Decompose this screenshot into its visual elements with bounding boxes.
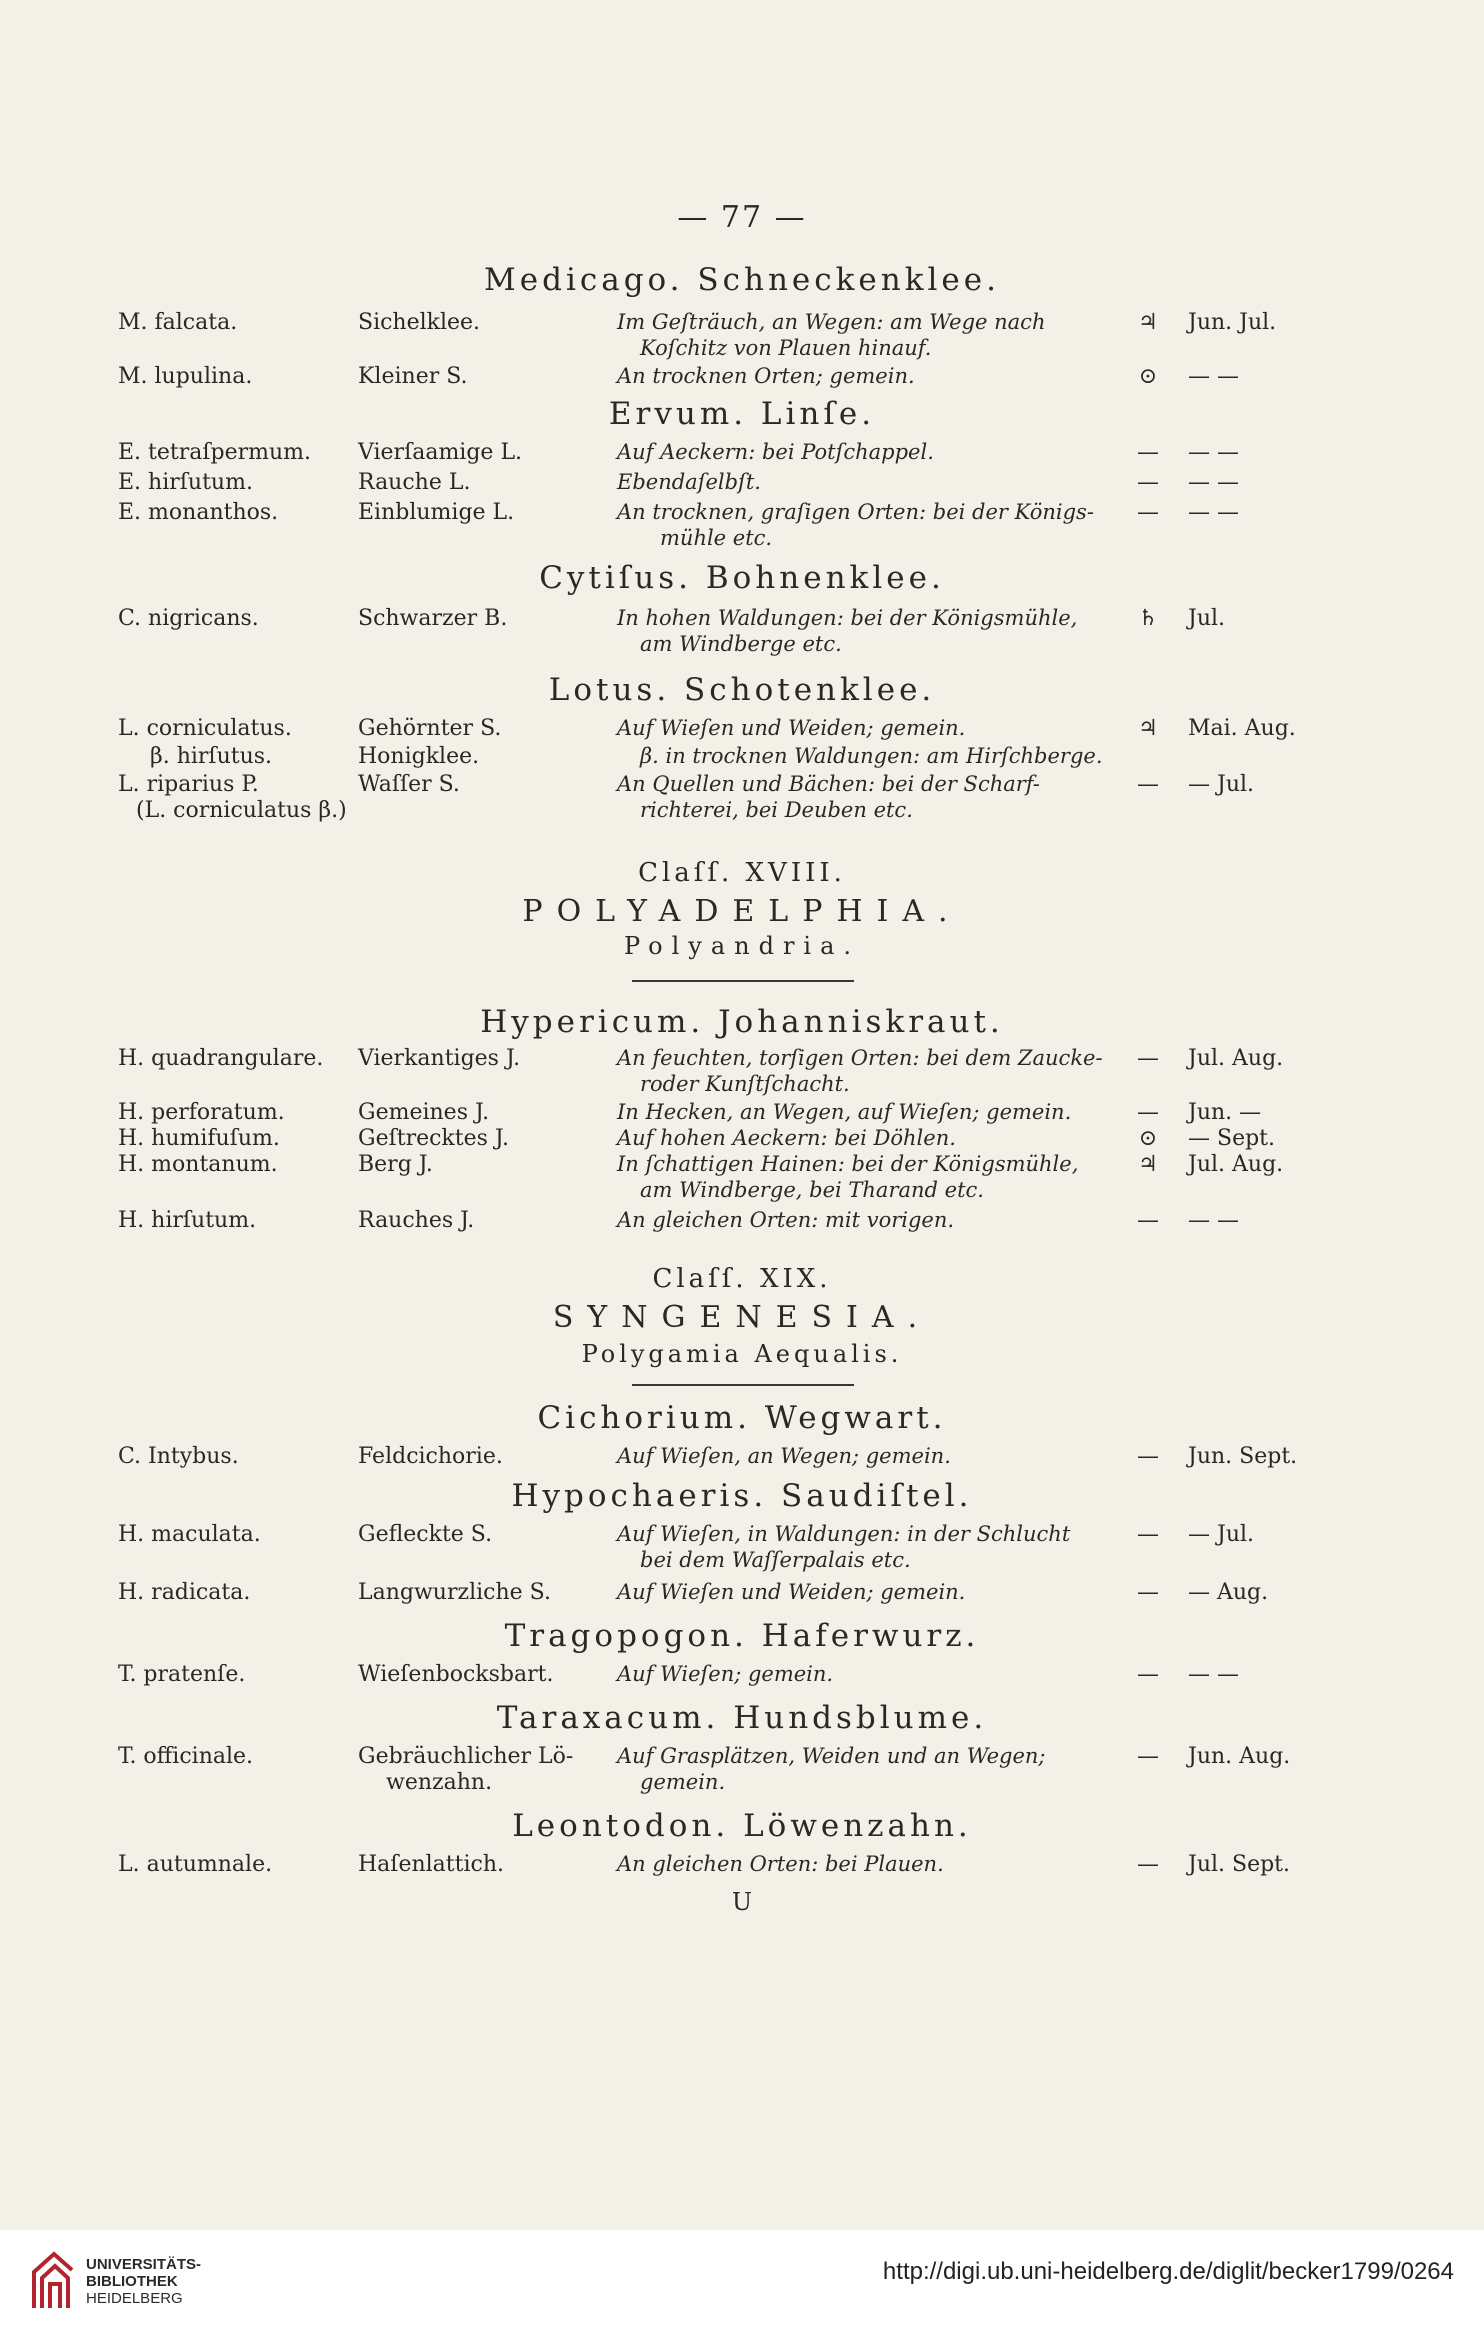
signature-mark: U xyxy=(731,1888,753,1916)
genus-heading-medicago: Medicago. Schneckenklee. xyxy=(484,262,1000,298)
order-title-polyandria: Polyandria. xyxy=(623,932,861,960)
species-row: H. perforatum. Gemeines J. In Hecken, an Wegen, auf Wieſen; gemein. — Jun. — xyxy=(118,1100,1262,1125)
species-row: H. montanum. Berg J. In ſchattigen Hainen: bei der Königsmühle, ♃ Jul. Aug. xyxy=(118,1152,1284,1177)
class-title-polyadelphia: POLYADELPHIA. xyxy=(522,894,962,929)
annual-symbol: ⊙ xyxy=(1138,364,1158,389)
species-row: T. officinale. Gebräuchlicher Lö- Auf Grasplätzen, Weiden und an Wegen; — Jun. Aug. xyxy=(118,1744,1291,1769)
page-number: — 77 — xyxy=(677,200,807,235)
species-row: C. nigricans. Schwarzer B. In hohen Waldungen: bei der Königsmühle, ♄ Jul. xyxy=(118,606,1226,631)
species-row: H. maculata. Gefleckte S. Auf Wieſen, in Waldungen: in der Schlucht — — Jul. xyxy=(118,1522,1255,1547)
species-row-continued: Koſchitz von Plauen hinauf. xyxy=(640,336,932,360)
species-row: M. lupulina. Kleiner S. An trocknen Orten; gemein. ⊙ — — xyxy=(118,364,1239,389)
library-logo-icon xyxy=(28,2250,78,2312)
species-row: C. Intybus. Feldcichorie. Auf Wieſen, an Wegen; gemein. — Jun. Sept. xyxy=(118,1444,1298,1469)
genus-heading-hypericum: Hypericum. Johanniskraut. xyxy=(480,1004,1004,1040)
perennial-symbol: ♃ xyxy=(1138,310,1158,335)
library-name: UNIVERSITÄTS- BIBLIOTHEK HEIDELBERG xyxy=(86,2256,202,2307)
genus-heading-leontodon: Leontodon. Löwenzahn. xyxy=(512,1808,972,1844)
species-row: β. hirſutus. Honigklee. β. in trocknen Waldungen: am Hirſchberge. xyxy=(150,744,1103,769)
species-row: M. falcata. Sichelklee. Im Geſträuch, an Wegen: am Wege nach ♃ Jun. Jul. xyxy=(118,310,1277,335)
divider-rule xyxy=(632,1384,854,1386)
genus-heading-tragopogon: Tragopogon. Haferwurz. xyxy=(504,1618,980,1654)
species-row-continued: am Windberge, bei Tharand etc. xyxy=(640,1178,984,1202)
species-row-continued: am Windberge etc. xyxy=(640,632,842,656)
species-row: L. riparius P. Waſſer S. An Quellen und Bächen: bei der Scharf- — — Jul. xyxy=(118,772,1255,797)
species-row: T. pratenſe. Wieſenbocksbart. Auf Wieſen; gemein. — — — xyxy=(118,1662,1239,1687)
class-title-syngenesia: SYNGENESIA. xyxy=(552,1300,932,1335)
species-row: E. monanthos. Einblumige L. An trocknen, graſigen Orten: bei der Königs- — — — xyxy=(118,500,1239,525)
species-row-continued: bei dem Waſſerpalais etc. xyxy=(640,1548,911,1572)
viewer-footer xyxy=(0,2230,1484,2332)
genus-heading-cichorium: Cichorium. Wegwart. xyxy=(537,1400,947,1436)
genus-heading-lotus: Lotus. Schotenklee. xyxy=(548,672,936,708)
species-row-continued: mühle etc. xyxy=(660,526,773,550)
divider-rule xyxy=(632,980,854,982)
species-row-continued: (L. corniculatus β.) richterei, bei Deuben etc. xyxy=(136,798,913,823)
genus-heading-hypochaeris: Hypochaeris. Saudiſtel. xyxy=(511,1478,973,1514)
species-row-continued: roder Kunſtſchacht. xyxy=(640,1072,850,1096)
class-heading-19: Claſſ. XIX. xyxy=(652,1264,832,1294)
shrub-symbol: ♄ xyxy=(1138,606,1158,631)
class-heading-18: Claſſ. XVIII. xyxy=(638,858,846,888)
order-title-polygamia: Polygamia Aequalis. xyxy=(581,1340,903,1368)
species-row: E. hirſutum. Rauche L. Ebendaſelbſt. — — — xyxy=(118,470,1239,495)
species-row: L. corniculatus. Gehörnter S. Auf Wieſen und Weiden; gemein. ♃ Mai. Aug. xyxy=(118,716,1296,741)
species-row: E. tetraſpermum. Vierſaamige L. Auf Aeckern: bei Potſchappel. — — — xyxy=(118,440,1239,465)
species-row: H. hirſutum. Rauches J. An gleichen Orten: mit vorigen. — — — xyxy=(118,1208,1239,1233)
genus-heading-cytisus: Cytiſus. Bohnenklee. xyxy=(539,560,945,596)
species-row: H. quadrangulare. Vierkantiges J. An feuchten, torſigen Orten: bei dem Zaucke- — Jul. Aug. xyxy=(118,1046,1284,1071)
species-row-continued: wenzahn. gemein. xyxy=(386,1770,726,1795)
source-url-link[interactable]: http://digi.ub.uni-heidelberg.de/diglit/becker1799/0264 xyxy=(882,2258,1454,2285)
genus-heading-ervum: Ervum. Linſe. xyxy=(608,396,876,432)
species-row: H. radicata. Langwurzliche S. Auf Wieſen und Weiden; gemein. — — Aug. xyxy=(118,1580,1269,1605)
genus-heading-taraxacum: Taraxacum. Hundsblume. xyxy=(496,1700,988,1736)
species-row: H. humifuſum. Geſtrecktes J. Auf hohen Aeckern: bei Döhlen. ⊙ — Sept. xyxy=(118,1126,1276,1151)
species-row: L. autumnale. Haſenlattich. An gleichen Orten: bei Plauen. — Jul. Sept. xyxy=(118,1852,1291,1877)
